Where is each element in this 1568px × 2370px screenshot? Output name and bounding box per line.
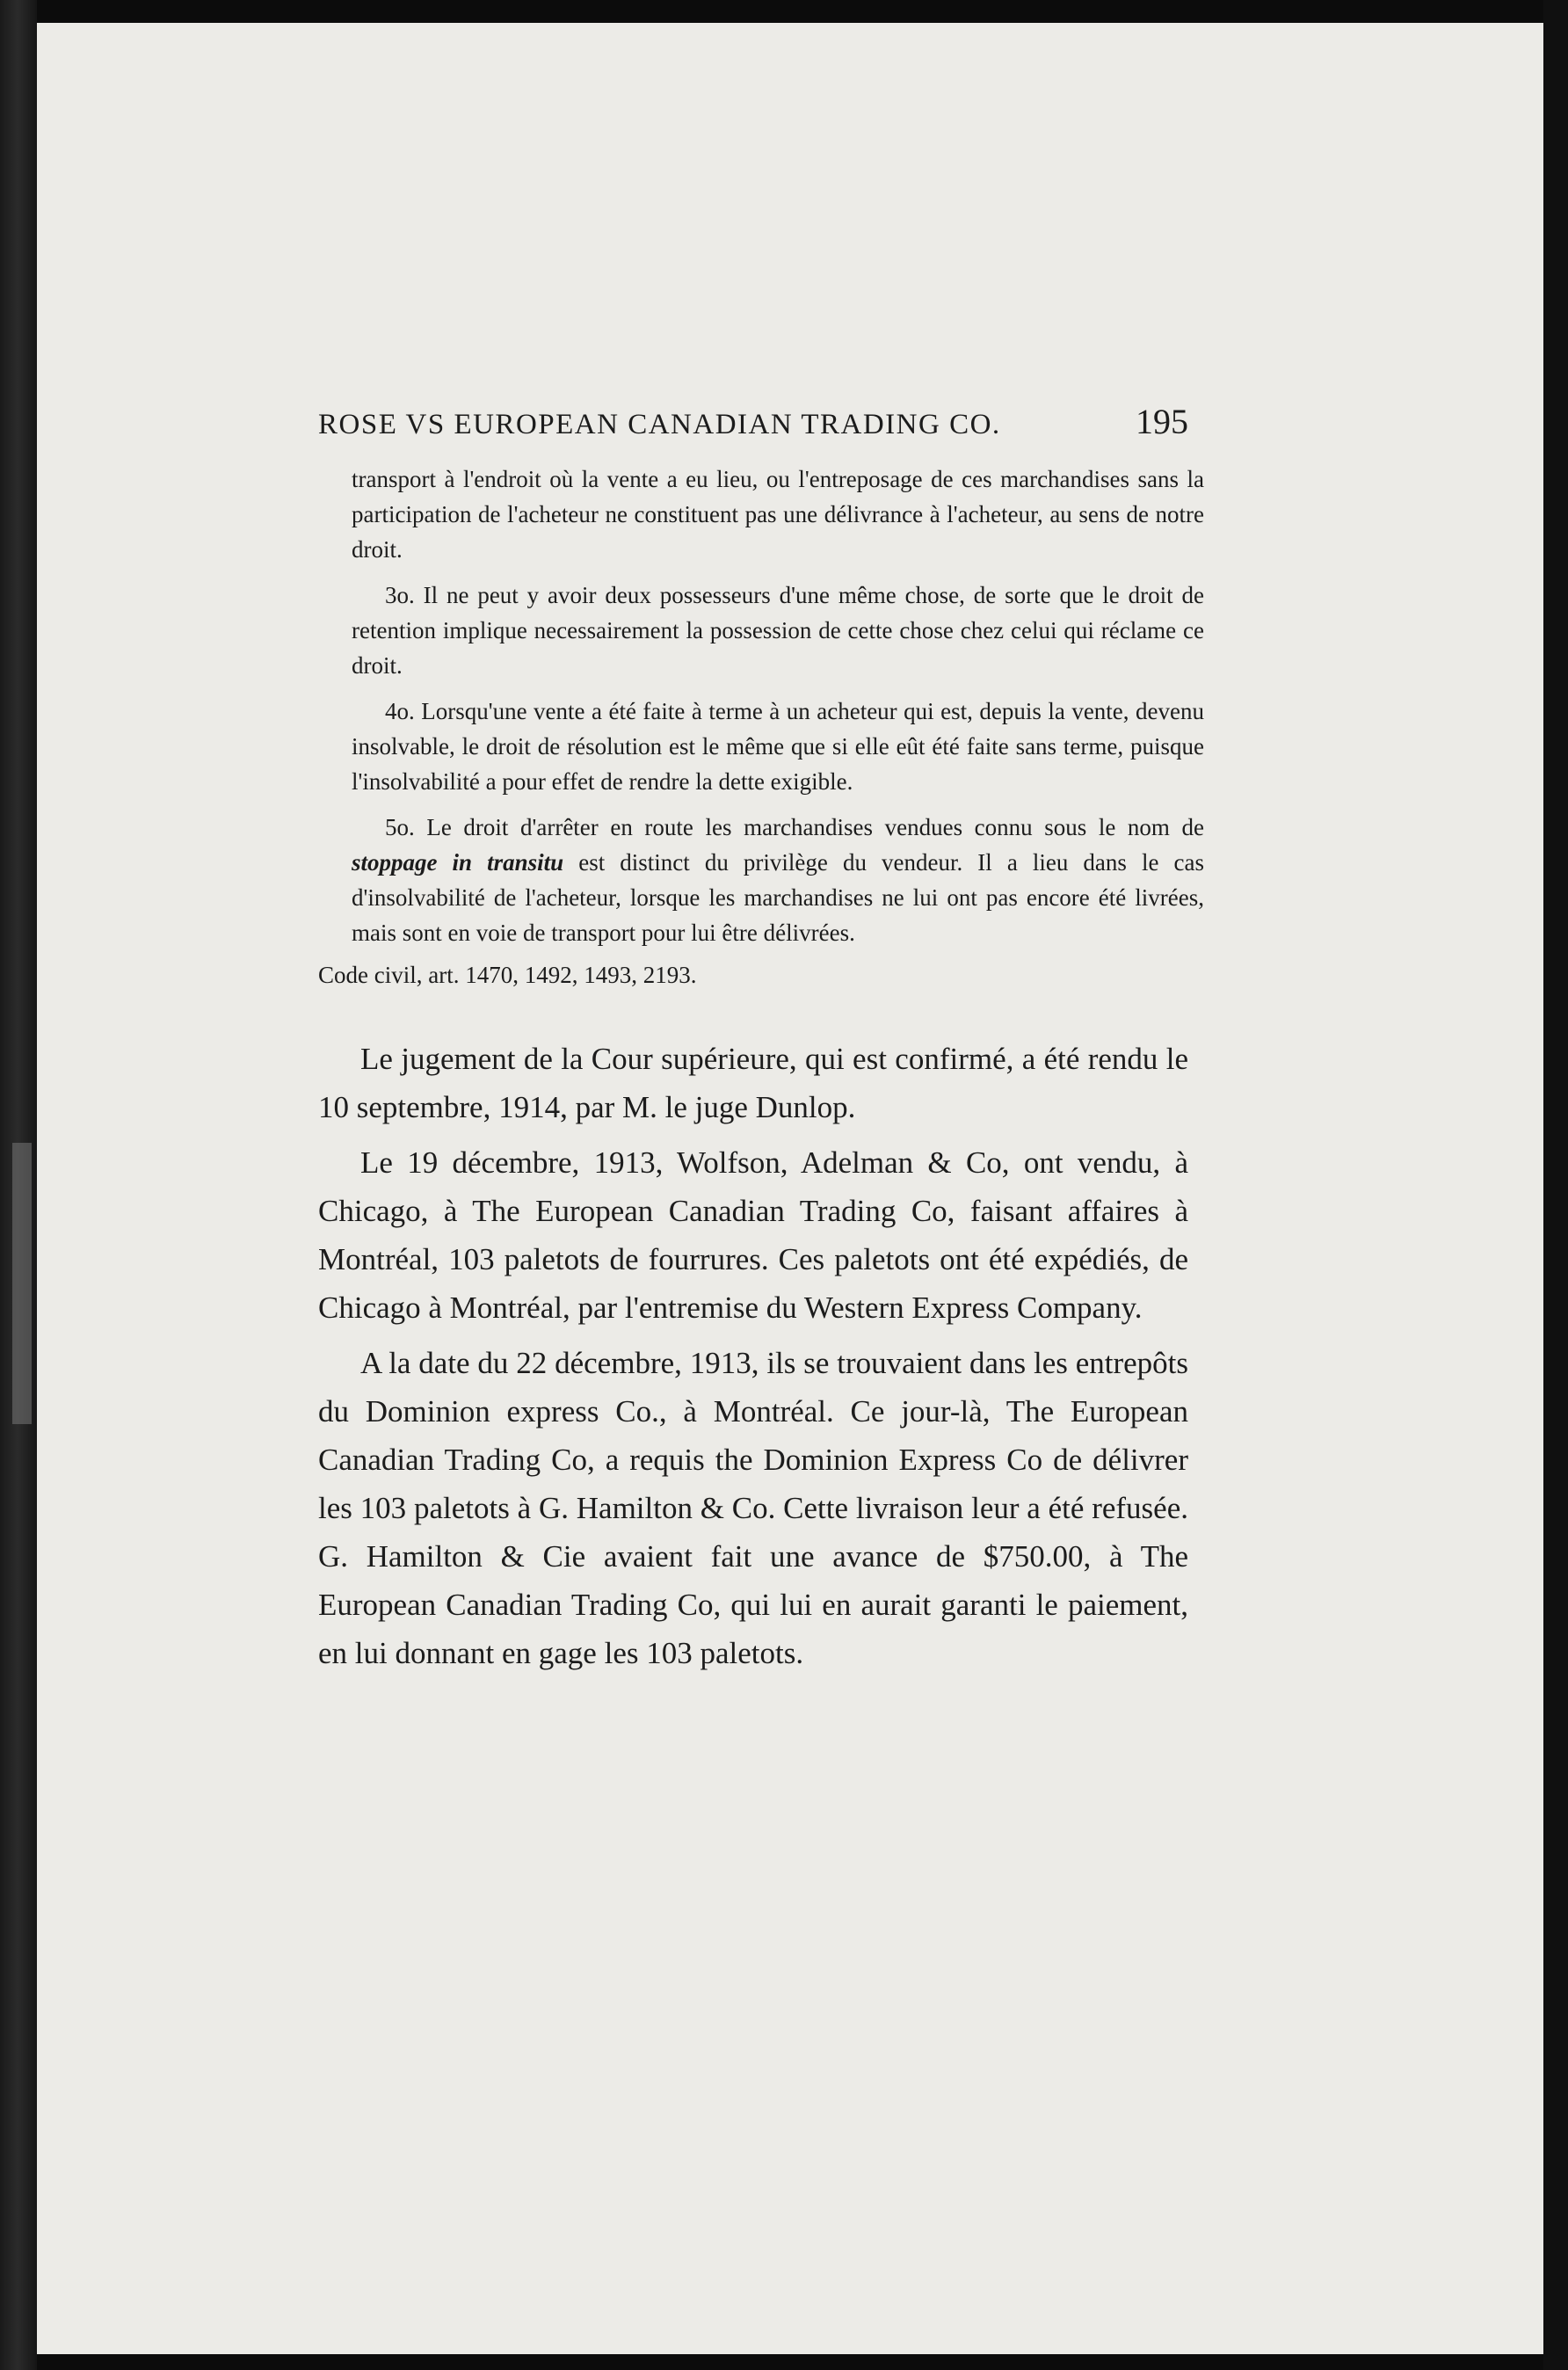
headnote-paragraph: transport à l'endroit où la vente a eu lieu, ou l'entreposage de ces marchandises sans la participation de l'acheteur ne constituent pas une délivrance à l'acheteur, au sens de notre droit. [352, 466, 1204, 563]
headnote [318, 462, 1204, 992]
body-text [318, 1035, 1188, 1677]
body-paragraph: Le 19 décembre, 1913, Wolfson, Adelman & Co, ont vendu, à Chicago, à The European Canadian Trading Co, faisant affaires à Montréal, 103 paletots de fourrures. Ces paletots ont été expédiés, de Chicago à Montréal, par l'entremise du Western Express Company. [318, 1145, 1188, 1325]
page-number: 195 [1136, 402, 1188, 441]
scan-right-edge [1543, 0, 1568, 2370]
headnote-paragraph: 3o. Il ne peut y avoir deux possesseurs d'une même chose, de sorte que le droit de retention implique necessairement la possession de cette chose chez celui qui réclame ce droit. [352, 582, 1204, 679]
book-page [37, 23, 1543, 2354]
latin-term: stoppage in transitu [352, 849, 564, 876]
binding-fold [12, 1143, 32, 1424]
headnote-text: est distinct du privilège du vendeur. Il a lieu dans le cas d'insolvabilité de l'acheteur, lorsque les marchandises ne lui ont pas encore été livrées, mais sont en voie de transport pour lui être délivrées. [352, 849, 1204, 946]
running-head [318, 401, 1188, 442]
headnote-paragraph [352, 810, 1204, 950]
text-block [318, 401, 1204, 1684]
headnote-text: 5o. Le droit d'arrêter en route les marchandises vendues connu sous le nom de [385, 814, 1204, 840]
headnote-paragraph: 4o. Lorsqu'une vente a été faite à terme à un acheteur qui est, depuis la vente, devenu insolvable, le droit de résolution est le même que si elle eût été faite sans terme, puisque l'insolvabilité a pour effet de rendre la dette exigible. [352, 698, 1204, 795]
scan-left-edge [0, 0, 37, 2370]
body-paragraph: Le jugement de la Cour supérieure, qui est confirmé, a été rendu le 10 septembre, 1914, par M. le juge Dunlop. [318, 1042, 1188, 1124]
running-head-title: ROSE VS EUROPEAN CANADIAN TRADING CO. [318, 409, 1001, 440]
citation: Code civil, art. 1470, 1492, 1493, 2193. [318, 962, 697, 988]
body-paragraph: A la date du 22 décembre, 1913, ils se trouvaient dans les entrepôts du Dominion express Co., à Montréal. Ce jour-là, The European Canadian Trading Co, a requis the Dominion Express Co de délivrer les 103 paletots à G. Hamilton & Co. Cette livraison leur a été refusée. G. Hamilton & Cie avaient fait une avance de $750.00, à The European Canadian Trading Co, qui lui en aurait garanti le paiement, en lui donnant en gage les 103 paletots. [318, 1346, 1188, 1670]
